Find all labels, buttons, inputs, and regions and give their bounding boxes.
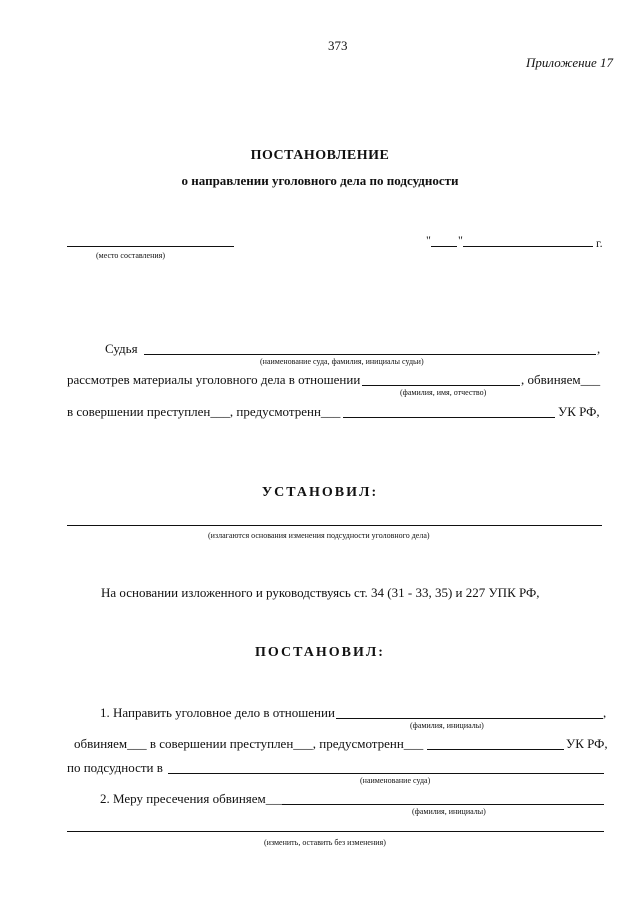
- reviewed-text: рассмотрев материалы уголовного дела в отношении: [67, 372, 361, 387]
- accused-line-text: обвиняем___ в совершении преступлен___, предусмотренн___: [74, 736, 424, 751]
- jurisdiction-text: по подсудности в: [67, 760, 163, 775]
- established-heading: УСТАНОВИЛ:: [261, 485, 379, 500]
- place-caption: (место составления): [96, 251, 165, 260]
- crime-text: в совершении преступлен___, предусмотренн___: [67, 404, 341, 419]
- accused-article-line: [427, 749, 564, 750]
- measure-line: [67, 831, 604, 832]
- date-day-line: [431, 246, 457, 247]
- item2-text: 2. Меру пресечения обвиняем___: [100, 791, 286, 806]
- appendix-label: Приложение 17: [526, 55, 614, 70]
- established-line: [67, 525, 602, 526]
- accused-name-line: [362, 385, 520, 386]
- page-number: 373: [328, 38, 348, 53]
- accused-name-caption: (фамилия, имя, отчество): [400, 388, 487, 397]
- crime-trailing: УК РФ,: [558, 404, 600, 419]
- item1-text: 1. Направить уголовное дело в отношении: [100, 705, 335, 720]
- item2-caption: (фамилия, инициалы): [412, 807, 486, 816]
- jurisdiction-caption: (наименование суда): [360, 776, 431, 785]
- measure-caption: (изменить, оставить без изменения): [264, 838, 386, 847]
- item1-comma: ,: [603, 705, 607, 720]
- judge-comma: ,: [597, 341, 601, 356]
- judge-label: Судья: [105, 341, 138, 356]
- judge-caption: (наименование суда, фамилия, инициалы судьи): [260, 357, 424, 366]
- basis-text: На основании изложенного и руководствуясь ст. 34 (31 - 33, 35) и 227 УПК РФ,: [101, 585, 540, 600]
- document-subtitle: о направлении уголовного дела по подсудности: [181, 173, 459, 188]
- item2-name-line: [282, 804, 604, 805]
- item1-caption: (фамилия, инициалы): [410, 721, 484, 730]
- date-open-quote: ": [426, 233, 431, 247]
- date-close-quote: ": [458, 233, 463, 247]
- resolved-heading: ПОСТАНОВИЛ:: [255, 645, 385, 660]
- place-line: [67, 246, 234, 247]
- crime-article-line: [343, 417, 555, 418]
- reviewed-trailing: , обвиняем___: [521, 372, 601, 387]
- date-year-suffix: г.: [596, 236, 603, 250]
- accused-line-trailing: УК РФ,: [566, 736, 608, 751]
- document-title: ПОСТАНОВЛЕНИЕ: [250, 148, 390, 163]
- jurisdiction-line: [168, 773, 604, 774]
- judge-line: [144, 354, 596, 355]
- established-caption: (излагаются основания изменения подсудности уголовного дела): [208, 531, 430, 540]
- date-month-line: [463, 246, 593, 247]
- item1-name-line: [336, 718, 603, 719]
